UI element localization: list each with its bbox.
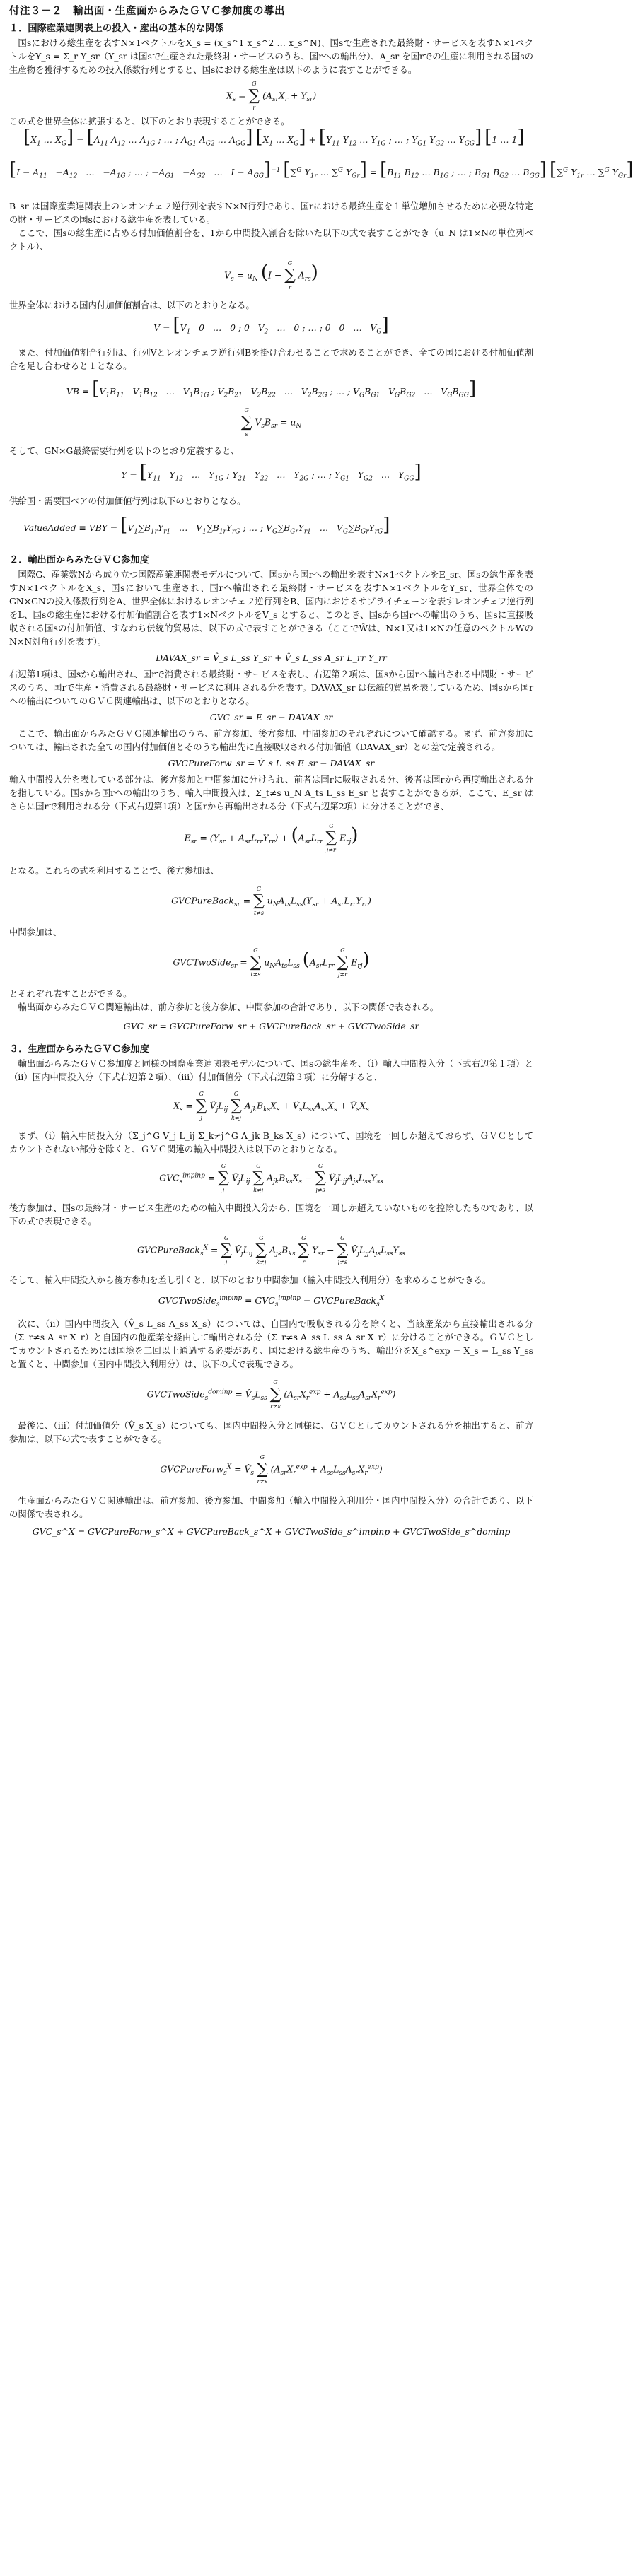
s1-paragraph-1: 国sにおける総生産を表すN×1ベクトルをX_s = (x_s^1 x_s^2 … x_s^N)、国sで生産された最終財・サービスを表すN×1ベクトルをY_s = Σ_r Y_sr（Y_sr は国sで生産された最終財・サービスのうち、国rへの輸出分）、A_sr を国rでの生産に利用される国sの生産物を獲得するための投入係数行列とすると、国sにおける総生産は以下のように表すことができる。 [9, 37, 533, 75]
s1-paragraph-4: ここで、国sの総生産に占める付加価値割合を、1から中間投入割合を除いた以下の式で表すことができ（u_N は1×Nの単位列ベクトル）、 [9, 227, 533, 252]
s3-paragraph-1: 輸出面からみたＧＶＣ参加度と同様の国際産業連関表モデルについて、国sの総生産を、（i）輸入中間投入分（下式右辺第１項）と（ii）国内中間投入分（下式右辺第２項）、（iii）付加価値分（下式右辺第３項）に分解すると、 [9, 1058, 533, 1082]
eq-pure-backward: GVCPureBack$_{sr}$ = G ∑ t≠s $u_NA_{ts}L_{ss}(Y_{sr} + A_{sr}L_{rr}Y_{rr})$ [171, 885, 371, 916]
eq-export-split: $E_{sr} = (Y_{sr} + A_{sr}L_{rr}Y_{rr}) + (A_{sr}L_{rr}$ G ∑ j≠r $E_{rj}$) [184, 822, 359, 853]
eq-gvc-sum: GVC_sr = GVCPureForw_sr + GVCPureBack_sr + GVCTwoSide_sr [123, 1020, 419, 1031]
section-1-heading: １．国際産業連関表上の投入・産出の基本的な関係 [9, 23, 224, 34]
eq-two-side-dominp: GVCTwoSide$_s^{dominp}$ = $V̂_sL_{ss}$ G ∑ r≠s $(A_{sr}X_r^{exp} + A_{ss}L_{ss}A_{sr}X_r^{exp})$ [146, 1379, 396, 1410]
s1-paragraph-3: B_sr は国際産業連関表上のレオンチェフ逆行列を表すN×N行列であり、国rにおける最終生産を１単位増加させるために必要な特定の財・サービスの国sにおける総生産を表している。 [9, 200, 533, 225]
eq-value-added: ValueAdded ≡ VBY = [$V_1\sum B_{1r}Y_{r1}$ … $V_1\sum B_{1r}Y_{rG}$ ; … ; $V_G\sum B_{Gr}Y_{r1}$ … $V_G\sum B_{Gr}Y_{rG}$] [23, 515, 390, 537]
eq-pure-forw-x: GVCPureForw$_s^X$ = $V̂_s$ G ∑ r≠s $(A_{sr}X_r^{exp} + A_{ss}L_{ss}A_{sr}X_r^{exp})$ [160, 1454, 383, 1485]
s1-paragraph-5: 世界全体における国内付加価値割合は、以下のとおりとなる。 [9, 299, 255, 310]
eq-y-matrix: $Y = [Y_{11}$ $Y_{12}$ … $Y_{1G}$ ; $Y_{21}$ $Y_{22}$ … $Y_{2G}$ ; … ; $Y_{G1}$ $Y_{G2}$ … $Y_{GG}$] [121, 461, 422, 483]
s2-paragraph-1: 国際G、産業数Nから成り立つ国際産業連関表モデルについて、国sから国rへの輸出を表すN×1ベクトルをE_sr、国sの総生産を表すN×1ベクトルをX_s、国sにおいて生産され、国rへ輸出される最終財・サービスを表すN×1ベクトルをY_sr、世界全体でのGN×GNの投入係数行列をA、世界全体におけるレオンチェフ逆行列をB、国内におけるサプライチェーンを表すレオンチェフ逆行列をL、国sの総生産における付加価値割合を表す1×NベクトルをV_s とすると、このとき、国sから国rへの輸出のうち、国sに直接吸収される国sの付加価値、すなわち伝統的貿易は、以下の式で表すことができる（ここでŴは、N×1又は1×Nの任意のベクトルWのN×N対角行列を表す）。 [9, 568, 533, 647]
section-3-heading: ３．生産面からみたＧＶＣ参加度 [9, 1043, 149, 1055]
eq-two-side-impinp: GVCTwoSide$_s^{impinp}$ = $GVC_s^{impinp}$ − GVCPureBack$_s^X$ [158, 1294, 385, 1309]
s1-paragraph-6: また、付加価値割合行列は、行列Vとレオンチェフ逆行列Bを掛け合わせることで求めることができ、全ての国における付加価値割合を足し合わせると１となる。 [9, 347, 533, 372]
value-added-label: ValueAdded ≡ VBY = [23, 522, 118, 534]
s2-paragraph-5: となる。これらの式を利用することで、後方参加は、 [9, 865, 220, 876]
eq-two-side: GVCTwoSide$_{sr}$ = G ∑ t≠s $u_NA_{ts}L_{ss}$ ($A_{sr}L_{rr}$ G ∑ j≠r $E_{rj}$) [173, 947, 370, 978]
eq-vb-matrix: VB = [$V_1B_{11}$ $V_1B_{12}$ … $V_1B_{1G}$ ; $V_2B_{21}$ $V_2B_{22}$ … $V_2B_{2G}$ ; … ; $V_GB_{G1}$ $V_GB_{G2}$ … $V_GB_{GG}$] [66, 378, 477, 400]
eq-v-matrix: $V = [V_1$ 0 … 0 ; 0 $V_2$ … 0 ; … ; 0 0 … $V_G$] [153, 314, 389, 336]
s1-paragraph-8: 供給国・需要国ペアの付加価値行列は以下のとおりとなる。 [9, 496, 246, 507]
eq-pure-back-x: GVCPureBack$_s^X$ = G ∑ j $V̂_jL_{ij}$ G ∑ k≠j $A_{jk}B_{ks}$ G ∑ r $Y_{sr}$ − G ∑ j≠s $V̂_jL_{jj}A_{js}L_{ss}Y_{ss}$ [137, 1234, 405, 1265]
s2-paragraph-3: ここで、輸出面からみたＧＶＣ関連輸出のうち、前方参加、後方参加、中間参加のそれぞれについて確認する。まず、前方参加については、輸出された全ての国内付加価値とそのうち輸出先に直接吸収される付加価値（DAVAX_sr）との差で定義される。 [9, 727, 533, 752]
eq-davax: DAVAX_sr = V̂_s L_ss Y_sr + V̂_s L_ss A_sr L_rr Y_rr [156, 652, 387, 663]
s2-paragraph-6: 中間参加は、 [9, 926, 62, 937]
s2-paragraph-7: とそれぞれ表すことができる。 [9, 988, 132, 999]
s1-paragraph-7: そして、GN×G最終需要行列を以下のとおり定義すると、 [9, 445, 240, 456]
s1-paragraph-2: この式を世界全体に拡張すると、以下のとおり表現することができる。 [9, 116, 290, 127]
s3-paragraph-7: 生産面からみたＧＶＣ関連輸出は、前方参加、後方参加、中間参加（輸入中間投入利用分・国内中間投入分）の合計であり、以下の関係で表される。 [9, 1495, 533, 1520]
s2-paragraph-8: 輸出面からみたＧＶＣ関連輸出は、前方参加と後方参加、中間参加の合計であり、以下の関係で表される。 [18, 1001, 439, 1012]
s3-paragraph-2: まず、（i）輸入中間投入分（Σ_j^G V_j L_ij Σ_k≠j^G A_jk B_ks X_s）について、国境を一回しか超えておらず、ＧＶＣとしてカウントされない部分を除くと、ＧＶＣ関連の輸入中間投入は以下のとおりとなる。 [9, 1130, 533, 1154]
page-title: 付注３－２ 輸出面・生産面からみたＧＶＣ参加度の導出 [9, 5, 285, 17]
eq-gvc-export: GVC_sr = E_sr − DAVAX_sr [209, 711, 333, 722]
eq-output-decomp: $X_s$ = G ∑ j $V̂_jL_{ij}$ G ∑ k≠j $A_{jk}B_{ks}X_s$ + $V̂_sL_{ss}A_{ss}X_s$ + $V̂_sX_s$ [173, 1090, 369, 1121]
s3-paragraph-3: 後方参加は、国sの最終財・サービス生産のための輸入中間投入分から、国境を一回しか超えていないものを控除したものであり、以下の式で表現できる。 [9, 1202, 533, 1226]
eq-leontief-inverse: [$I - A_{11} -A_{12}$ … $-A_{1G}$ ; … ; $-A_{G1} -A_{G2}$ … $I - A_{GG}]^{-1}$ [∑$^G$ $Y_{1r}$ … ∑$^G$ $Y_{Gr}] = [B_{11}$ $B_{12}$ … $B_{1G}$ ; … ; $B_{G1}$ $B_{G2}$ … $B_{GG}$] [∑$^G$ $Y_{1r}$ … ∑$^G$ $Y_{Gr}$] [9, 159, 633, 181]
eq-vb-sum: G ∑ s $V_sB_{sr} = u_N$ [240, 406, 302, 438]
eq-pure-forward: GVCPureForw_sr = V̂_s L_ss E_sr − DAVAX_sr [168, 757, 375, 768]
eq-gvc-final: GVC_s^X = GVCPureForw_s^X + GVCPureBack_s^X + GVCTwoSide_s^impinp + GVCTwoSide_s^dominp [32, 1526, 511, 1538]
section-2-heading: ２．輸出面からみたＧＶＣ参加度 [9, 554, 149, 566]
eq-world-system: [$X_1$ … $X_G] = [A_{11}$ $A_{12}$ … $A_{1G}$ ; … ; $A_{G1}$ $A_{G2}$ … $A_{GG}$] [$X_1$ … $X_G] + [Y_{11}$ $Y_{12}$ … $Y_{1G}$ ; … ; $Y_{G1}$ $Y_{G2}$ … $Y_{GG}$] [1 … 1] [23, 127, 525, 148]
s3-paragraph-6: 最後に、（iii）付加価値分（V̂_s X_s）についても、国内中間投入分と同様に、ＧＶＣとしてカウントされる分を抽出すると、前方参加は、以下の式で表すことができる。 [9, 1420, 533, 1445]
s3-paragraph-5: 次に、（ii）国内中間投入（V̂_s L_ss A_ss X_s）については、自国内で吸収される分を除くと、当該産業から直接輸出される分（Σ_r≠s A_sr X_r）と自国内の他産業を経由して輸出される分（Σ_r≠s A_ss L_ss A_sr X_r）に分けることができる。ＧＶＣとしてカウントされるためには国境を二回以上通過する必要があり、国における総生産のうち、輸出分をX_s^exp = X_s − L_ss Y_ss と置くと、中間参加（国内中間投入利用分）は、以下の式で表現できる。 [9, 1318, 533, 1370]
eq-total-output: $X_s$ = G ∑ r $(A_{sr}X_r + Y_{sr})$ [226, 81, 317, 111]
eq-va-share: $V_s = u_N$ (I − G ∑ r $A_{rs}$) [224, 259, 318, 291]
s3-paragraph-4: そして、輸入中間投入から後方参加を差し引くと、以下のとおり中間参加（輸入中間投入利用分）を求めることができる。 [9, 1274, 492, 1285]
s2-paragraph-2: 右辺第1項は、国sから輸出され、国rで消費される最終財・サービスを表し、右辺第２項は、国sから国rへ輸出される中間財・サービスのうち、国rで生産・消費される最終財・サービスに利用される分を表す。DAVAX_sr は伝統的貿易を表しているため、国sから国rへの輸出についてのＧＶＣ関連輸出は、以下のとおりとなる。 [9, 668, 533, 706]
s2-paragraph-4: 輸入中間投入分を表している部分は、後方参加と中間参加に分けられ、前者は国rに吸収される分、後者は国rから再度輸出される分を指している。国sから国rへの輸出のうち、輸入中間投入は、Σ_t≠s u_N A_ts L_ss E_sr と表すことができるが、ここで、E_sr はさらに国rで利用される分（下式右辺第1項）と国rから再輸出される分（下式右辺第2項）に分けることができ、 [9, 773, 533, 812]
eq-gvc-impinp: $GVC_s^{impinp}$ = G ∑ j $V̂_jL_{ij}$ G ∑ k≠j $A_{jk}B_{ks}X_s$ − G ∑ j≠s $V̂_jL_{jj}A_{js}L_{ss}Y_{ss}$ [159, 1162, 383, 1193]
